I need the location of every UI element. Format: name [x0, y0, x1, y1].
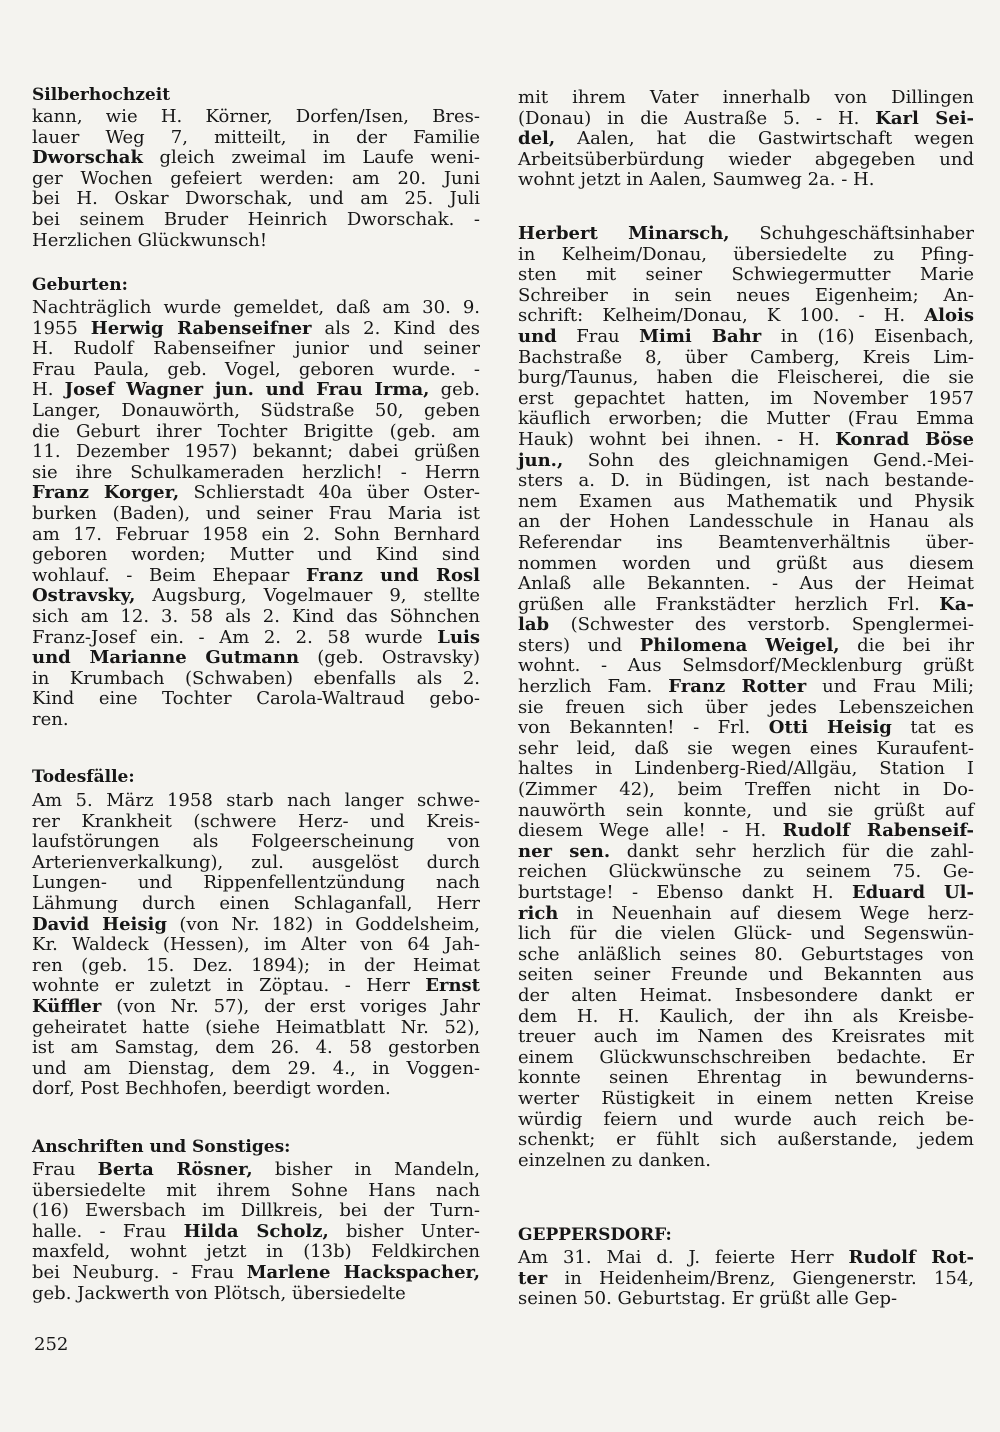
text-run: wohlauf. - Beim Ehepaar	[32, 564, 306, 586]
text-run: dorf, Post Bechhofen, beerdigt worden.	[32, 1078, 391, 1100]
text-line	[32, 483, 480, 504]
text-run: Sohn des gleichnamigen Gend.-Mei-	[563, 449, 974, 471]
text-run: ger Wochen gefeiert werden: am 20. Juni	[32, 167, 480, 189]
text-run: Lungen- und Rippenfellentzündung nach	[32, 872, 480, 894]
bold-name: Ostravsky,	[32, 585, 136, 607]
text-run: grüßen alle Frankstädter herzlich Frl.	[518, 593, 940, 615]
text-line	[518, 656, 974, 677]
text-line	[32, 976, 480, 997]
text-line	[32, 107, 480, 128]
text-run: sich am 12. 3. 58 als 2. Kind das Söhnchen	[32, 605, 480, 627]
text-run: seinen 50. Geburtstag. Er grüßt alle Gep-	[518, 1288, 898, 1310]
text-run: Frau	[32, 1159, 98, 1180]
text-run: bei H. Oskar Dworschak, und am 25. Juli	[32, 188, 480, 210]
text-line	[518, 924, 974, 945]
text-run: reichen Glückwünsche zu seinem 75. Ge-	[518, 861, 974, 883]
text-run: in (16) Eisenbach,	[761, 325, 974, 347]
text-run: Langer, Donauwörth, Südstraße 50, geben	[32, 399, 480, 421]
text-line	[32, 360, 480, 381]
text-run: Am 31. Mai d. J. feierte Herr	[518, 1247, 849, 1268]
bold-name: David Heisig	[32, 913, 167, 935]
text-line	[32, 1242, 480, 1263]
page-number: 252	[34, 1334, 69, 1355]
text-line	[32, 1038, 480, 1059]
text-run: (Schwester des verstorb. Spenglermei-	[549, 614, 974, 636]
paragraph-geburten	[32, 298, 480, 730]
text-run: würdig feiern und wurde auch reich be-	[518, 1108, 974, 1130]
text-line	[32, 1222, 480, 1243]
bold-name: Franz Korger,	[32, 482, 180, 504]
text-run: erst gepachtet hatten, im November 1957	[518, 387, 974, 409]
text-run: maxfeld, wohnt jetzt in (13b) Feldkirchen	[32, 1241, 480, 1263]
text-line	[518, 1151, 974, 1172]
text-run: Anlaß alle Bekannten. - Aus der Heimat	[518, 573, 974, 595]
text-run: die bei ihr	[839, 634, 974, 656]
text-line	[32, 689, 480, 710]
text-run: werter Rüstigkeit in einem netten Kreise	[518, 1087, 974, 1109]
text-line	[518, 170, 974, 191]
text-run: Frau	[556, 325, 640, 347]
bold-name: del,	[518, 128, 556, 150]
text-line	[518, 409, 974, 430]
text-run: haltes in Lindenberg-Ried/Allgäu, Station I	[518, 758, 974, 780]
text-run: treuer auch im Namen des Kreisrates mit	[518, 1026, 974, 1048]
text-run: 1955	[32, 317, 91, 339]
text-run: an der Hohen Landesschule in Hanau als	[518, 511, 974, 533]
text-run: (Donau) in die Austraße 5. - H.	[518, 107, 876, 129]
text-line	[518, 1269, 974, 1290]
paragraph-anschriften	[32, 1160, 480, 1304]
text-run: kann, wie H. Körner, Dorfen/Isen, Bres-	[32, 106, 480, 127]
text-run: Hauk) wohnt bei ihnen. - H.	[518, 428, 836, 450]
text-line	[518, 109, 974, 130]
text-line	[518, 718, 974, 739]
bold-name: Küffler	[32, 995, 102, 1017]
text-run: bei Neuburg. - Frau	[32, 1261, 247, 1283]
text-line	[518, 801, 974, 822]
paragraph-continuation-main	[518, 224, 974, 1171]
text-run: sehr leid, daß sie wegen eines Kuraufent-	[518, 737, 974, 759]
bold-name: Rudolf Rabenseif-	[782, 820, 974, 842]
text-run: dem H. H. Kaulich, der ihn als Kreisbe-	[518, 1005, 974, 1027]
text-line	[32, 463, 480, 484]
text-run: sten mit seiner Schwiegermutter Marie	[518, 264, 974, 286]
bold-name: lab	[518, 614, 550, 636]
text-run: in Neuenhain auf diesem Wege herz-	[558, 902, 974, 924]
text-line	[518, 945, 974, 966]
text-line	[518, 698, 974, 719]
text-line	[518, 554, 974, 575]
bold-name: Herbert Minarsch,	[518, 223, 730, 244]
text-run: einem Glückwunschschreiben bedachte. Er	[518, 1046, 974, 1068]
text-run: Am 5. März 1958 starb nach langer schwe-	[32, 790, 480, 811]
text-line	[32, 442, 480, 463]
bold-name: ter	[518, 1267, 548, 1289]
text-line	[518, 574, 974, 595]
text-line	[32, 586, 480, 607]
text-run: laufstörungen als Folgeerscheinung von	[32, 831, 480, 853]
text-run: in Kelheim/Donau, übersiedelte zu Pfing-	[518, 243, 974, 265]
bold-name: Berta Rösner,	[97, 1159, 253, 1180]
text-run: der alten Heimat. Insbesondere dankt er	[518, 984, 974, 1006]
text-line	[32, 628, 480, 649]
text-run: Referendar ins Beamtenverhältnis über-	[518, 531, 974, 553]
text-run: Aalen, hat die Gastwirtschaft wegen	[555, 128, 974, 150]
text-line	[32, 873, 480, 894]
text-line	[518, 150, 974, 171]
bold-name: Josef Wagner jun. und Frau Irma,	[64, 379, 430, 401]
bold-name: Karl Sei-	[875, 107, 975, 129]
text-run: nem Examen aus Mathematik und Physik	[518, 490, 974, 512]
text-run: am 17. Februar 1958 ein 2. Sohn Bernhard	[32, 523, 480, 545]
text-run: Frau Paula, geb. Vogel, geboren wurde. -	[32, 358, 480, 380]
bold-name: Hilda Scholz,	[183, 1220, 329, 1242]
text-run: halle. - Frau	[32, 1220, 184, 1242]
paragraph-continuation-top	[518, 88, 974, 191]
text-run: die Geburt ihrer Tochter Brigitte (geb. am	[32, 420, 480, 442]
text-run: seiten seiner Freunde und Bekannten aus	[518, 964, 974, 986]
text-run: geb.	[429, 379, 481, 401]
text-run: dankt sehr herzlich für die zahl-	[610, 840, 974, 862]
text-line	[32, 1018, 480, 1039]
text-line	[32, 422, 480, 443]
text-line	[32, 915, 480, 936]
text-run: sters a. D. in Büdingen, ist nach bestande-	[518, 470, 974, 492]
text-run: (Zimmer 42), beim Treffen nicht in Do-	[518, 779, 974, 801]
text-run: Nachträglich wurde gemeldet, daß am 30. 9.	[32, 297, 480, 318]
text-run: diesem Wege alle! - H.	[518, 820, 783, 842]
text-run: sie freuen sich über jedes Lebenszeichen	[518, 696, 974, 718]
text-line	[518, 306, 974, 327]
bold-name: Alois	[924, 305, 974, 327]
text-line	[32, 997, 480, 1018]
bold-name: Otti Heisig	[768, 717, 892, 739]
text-run: herzlich Fam.	[518, 676, 669, 698]
text-run: (von Nr. 57), der erst voriges Jahr	[101, 995, 480, 1017]
bold-name: Dworschak	[32, 147, 143, 169]
text-run: geboren worden; Mutter und Kind sind	[32, 544, 480, 566]
text-line	[518, 965, 974, 986]
text-line	[32, 832, 480, 853]
text-run: 11. Dezember 1957) bekannt; dabei grüßen	[32, 441, 480, 463]
text-run: Schuhgeschäftsinhaber	[729, 223, 974, 244]
text-line	[518, 1289, 974, 1310]
text-line	[518, 265, 974, 286]
bold-name: und Marianne Gutmann	[32, 647, 300, 669]
heading-silberhochzeit: Silberhochzeit	[32, 85, 171, 105]
text-line	[32, 1201, 480, 1222]
text-line	[32, 504, 480, 525]
bold-name: Franz und Rosl	[306, 564, 480, 586]
text-line	[518, 327, 974, 348]
bold-name: rich	[518, 902, 559, 924]
bold-name: und	[518, 325, 557, 347]
text-line	[32, 1181, 480, 1202]
text-line	[32, 648, 480, 669]
text-run: (von Nr. 182) in Goddelsheim,	[166, 913, 480, 935]
text-run: Herzlichen Glückwunsch!	[32, 229, 268, 251]
text-run: und Frau Mili;	[806, 676, 975, 698]
text-line	[518, 471, 974, 492]
text-run: käuflich erworben; die Mutter (Frau Emma	[518, 408, 974, 430]
text-line	[32, 380, 480, 401]
text-line	[32, 710, 480, 731]
text-line	[32, 210, 480, 231]
text-line	[32, 189, 480, 210]
text-line	[32, 791, 480, 812]
text-run: Schreiber in sein neues Eigenheim; An-	[518, 284, 974, 306]
text-run: geheiratet hatte (siehe Heimatblatt Nr. 52),	[32, 1016, 480, 1038]
text-line	[32, 128, 480, 149]
heading-anschriften: Anschriften und Sonstiges:	[32, 1137, 291, 1157]
text-run: (geb. Ostravsky)	[299, 647, 480, 669]
text-line	[518, 430, 974, 451]
text-line	[518, 1027, 974, 1048]
text-run: Franz-Josef ein. - Am 2. 2. 58 wurde	[32, 626, 438, 648]
text-line	[32, 607, 480, 628]
text-line	[32, 298, 480, 319]
text-run: burg/Taunus, haben die Fleischerei, die sie	[518, 367, 974, 389]
text-line	[518, 780, 974, 801]
text-run: bisher in Mandeln,	[252, 1159, 480, 1180]
text-line	[518, 821, 974, 842]
text-line	[32, 148, 480, 169]
bold-name: Franz Rotter	[668, 676, 807, 698]
text-run: lauer Weg 7, mitteilt, in der Familie	[32, 126, 480, 148]
text-run: ren.	[32, 708, 69, 730]
text-run: Kind eine Tochter Carola-Waltraud gebo-	[32, 688, 480, 710]
text-run: mit ihrem Vater innerhalb von Dillingen	[518, 87, 974, 108]
text-run: rer Krankheit (schwere Herz- und Kreis-	[32, 810, 480, 832]
text-line	[32, 525, 480, 546]
text-line	[518, 129, 974, 150]
text-run: schrift: Kelheim/Donau, K 100. - H.	[518, 305, 925, 327]
paragraph-silberhochzeit	[32, 107, 480, 251]
text-line	[32, 935, 480, 956]
bold-name: Rudolf Rot-	[848, 1247, 974, 1268]
text-run: sie ihre Schulkameraden herzlich! - Herrn	[32, 461, 480, 483]
text-run: H.	[32, 379, 65, 401]
text-line	[518, 1007, 974, 1028]
text-line	[518, 904, 974, 925]
text-line	[32, 545, 480, 566]
text-line	[518, 512, 974, 533]
text-run: übersiedelte mit ihrem Sohne Hans nach	[32, 1179, 480, 1201]
text-line	[518, 986, 974, 1007]
text-run: und am Dienstag, dem 29. 4., in Voggen-	[32, 1057, 480, 1079]
text-line	[32, 566, 480, 587]
text-run: nommen worden und grüßt aus diesem	[518, 552, 974, 574]
text-line	[518, 492, 974, 513]
text-line	[32, 1284, 480, 1305]
paragraph-geppersdorf	[518, 1248, 974, 1310]
text-run: bei seinem Bruder Heinrich Dworschak. -	[32, 208, 480, 230]
text-line	[32, 956, 480, 977]
text-line	[518, 1068, 974, 1089]
bold-name: Eduard Ul-	[851, 882, 974, 903]
text-run: schenkt; er fühlt sich außerstande, jedem	[518, 1129, 974, 1151]
text-line	[518, 451, 974, 472]
text-line	[518, 595, 974, 616]
text-line	[518, 883, 974, 904]
text-run: als 2. Kind des	[311, 317, 481, 339]
text-line	[32, 319, 480, 340]
text-line	[518, 368, 974, 389]
text-run: Kr. Waldeck (Hessen), im Alter von 64 Jah-	[32, 934, 480, 956]
text-line	[518, 533, 974, 554]
text-line	[518, 862, 974, 883]
text-line	[32, 1263, 480, 1284]
text-run: geb. Jackwerth von Plötsch, übersiedelte	[32, 1282, 406, 1304]
text-line	[518, 245, 974, 266]
bold-name: Mimi Bahr	[639, 325, 762, 347]
text-line	[518, 677, 974, 698]
text-run: lich für die vielen Glück- und Segenswün-	[518, 923, 974, 945]
heading-geppersdorf: GEPPERSDORF:	[518, 1225, 672, 1245]
text-line	[32, 1160, 480, 1181]
text-run: ist am Samstag, dem 26. 4. 58 gestorben	[32, 1037, 480, 1059]
text-run: (16) Ewersbach im Dillkreis, bei der Turn-	[32, 1200, 480, 1222]
bold-name: Luis	[437, 626, 480, 648]
text-line	[518, 636, 974, 657]
text-line	[32, 1059, 480, 1080]
text-line	[518, 88, 974, 109]
text-line	[518, 842, 974, 863]
text-run: Bachstraße 8, über Camberg, Kreis Lim-	[518, 346, 974, 368]
bold-name: Ernst	[425, 975, 480, 997]
text-run: Lähmung durch einen Schlaganfall, Herr	[32, 892, 480, 914]
text-run: ren (geb. 15. Dez. 1894); in der Heimat	[32, 954, 480, 976]
text-line	[518, 739, 974, 760]
text-run: sters) und	[518, 634, 640, 656]
heading-todesfaelle: Todesfälle:	[32, 767, 135, 787]
text-line	[518, 286, 974, 307]
text-line	[32, 339, 480, 360]
text-run: tat es	[891, 717, 974, 739]
text-run: Augsburg, Vogelmauer 9, stellte	[135, 585, 480, 607]
text-run: wohnte er zuletzt in Zöptau. - Herr	[32, 975, 426, 997]
text-line	[518, 389, 974, 410]
text-run: nauwörth sein konnte, und sie grüßt auf	[518, 799, 974, 821]
text-run: in Krumbach (Schwaben) ebenfalls als 2.	[32, 667, 480, 689]
text-line	[518, 615, 974, 636]
text-line	[518, 1130, 974, 1151]
text-line	[32, 669, 480, 690]
text-run: gleich zweimal im Laufe weni-	[142, 147, 480, 169]
text-line	[518, 348, 974, 369]
text-line	[32, 169, 480, 190]
text-run: bisher Unter-	[328, 1220, 480, 1242]
text-line	[518, 1110, 974, 1131]
bold-name: Herwig Rabenseifner	[90, 317, 312, 339]
text-run: sche anläßlich seines 80. Geburtstages von	[518, 943, 974, 965]
text-line	[518, 224, 974, 245]
bold-name: Marlene Hackspacher,	[246, 1261, 480, 1283]
bold-name: Ka-	[939, 593, 974, 615]
text-run: burtstage! - Ebenso dankt H.	[518, 882, 852, 903]
text-run: Schlierstadt 40a über Oster-	[179, 482, 481, 504]
text-run: konnte seinen Ehrentag in bewunderns-	[518, 1067, 974, 1089]
text-line	[518, 1089, 974, 1110]
bold-name: jun.,	[518, 449, 564, 471]
text-run: burken (Baden), und seiner Frau Maria ist	[32, 502, 480, 524]
text-line	[32, 231, 480, 252]
text-run: H. Rudolf Rabenseifner junior und seiner	[32, 338, 480, 360]
text-run: wohnt. - Aus Selmsdorf/Mecklenburg grüßt	[518, 655, 974, 677]
text-line	[32, 1079, 480, 1100]
text-run: Arbeitsüberbürdung wieder abgegeben und	[518, 148, 974, 170]
text-line	[32, 853, 480, 874]
bold-name: ner sen.	[518, 840, 611, 862]
text-line	[32, 812, 480, 833]
text-line	[518, 759, 974, 780]
bold-name: Philomena Weigel,	[639, 634, 840, 656]
text-line	[32, 894, 480, 915]
text-run: wohnt jetzt in Aalen, Saumweg 2a. - H.	[518, 169, 875, 191]
text-run: in Heidenheim/Brenz, Giengenerstr. 154,	[547, 1267, 974, 1289]
text-run: von Bekannten! - Frl.	[518, 717, 769, 739]
text-run: Arterienverkalkung), zul. ausgelöst durch	[32, 851, 480, 873]
text-line	[518, 1048, 974, 1069]
paragraph-todesfaelle	[32, 791, 480, 1100]
heading-geburten: Geburten:	[32, 275, 128, 295]
text-run: einzelnen zu danken.	[518, 1149, 711, 1171]
text-line	[518, 1248, 974, 1269]
text-line	[32, 401, 480, 422]
bold-name: Konrad Böse	[835, 428, 974, 450]
